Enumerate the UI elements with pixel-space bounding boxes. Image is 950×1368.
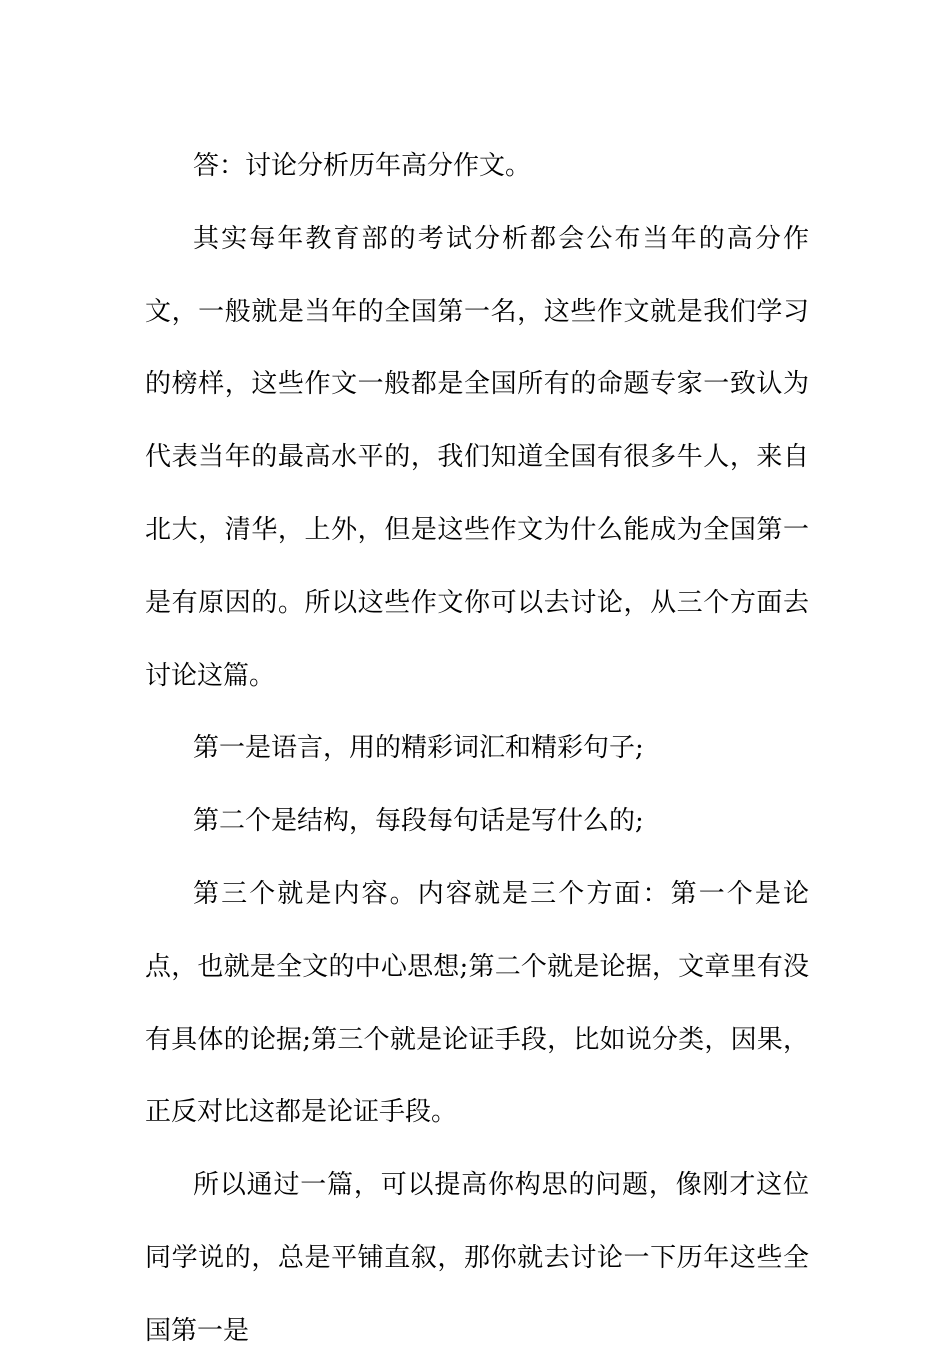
paragraph-explanation: 其实每年教育部的考试分析都会公布当年的高分作文，一般就是当年的全国第一名，这些作文就是我们学习的榜样，这些作文一般都是全国所有的命题专家一致认为代表当年的最高水平的，我们知道全国有很多牛人，来自北大，清华，上外，但是这些作文为什么能成为全国第一是有原因的。所以这些作文你可以去讨论，从三个方面去讨论这篇。 xyxy=(145,223,809,691)
paragraph-conclusion: 所以通过一篇，可以提高你构思的问题，像刚才这位同学说的，总是平铺直叙，那你就去讨论一下历年这些全国第一是 xyxy=(145,1170,809,1346)
paragraph-point-content: 第三个就是内容。内容就是三个方面：第一个是论点，也就是全文的中心思想;第二个就是论据，文章里有没有具体的论据;第三个就是论证手段，比如说分类，因果，正反对比这都是论证手段。 xyxy=(145,878,809,1128)
paragraph-point-language: 第一是语言，用的精彩词汇和精彩句子; xyxy=(193,733,644,764)
document-body xyxy=(145,130,809,1368)
paragraph-answer: 答：讨论分析历年高分作文。 xyxy=(193,151,532,181)
paragraph-point-structure: 第二个是结构，每段每句话是写什么的; xyxy=(193,806,644,837)
